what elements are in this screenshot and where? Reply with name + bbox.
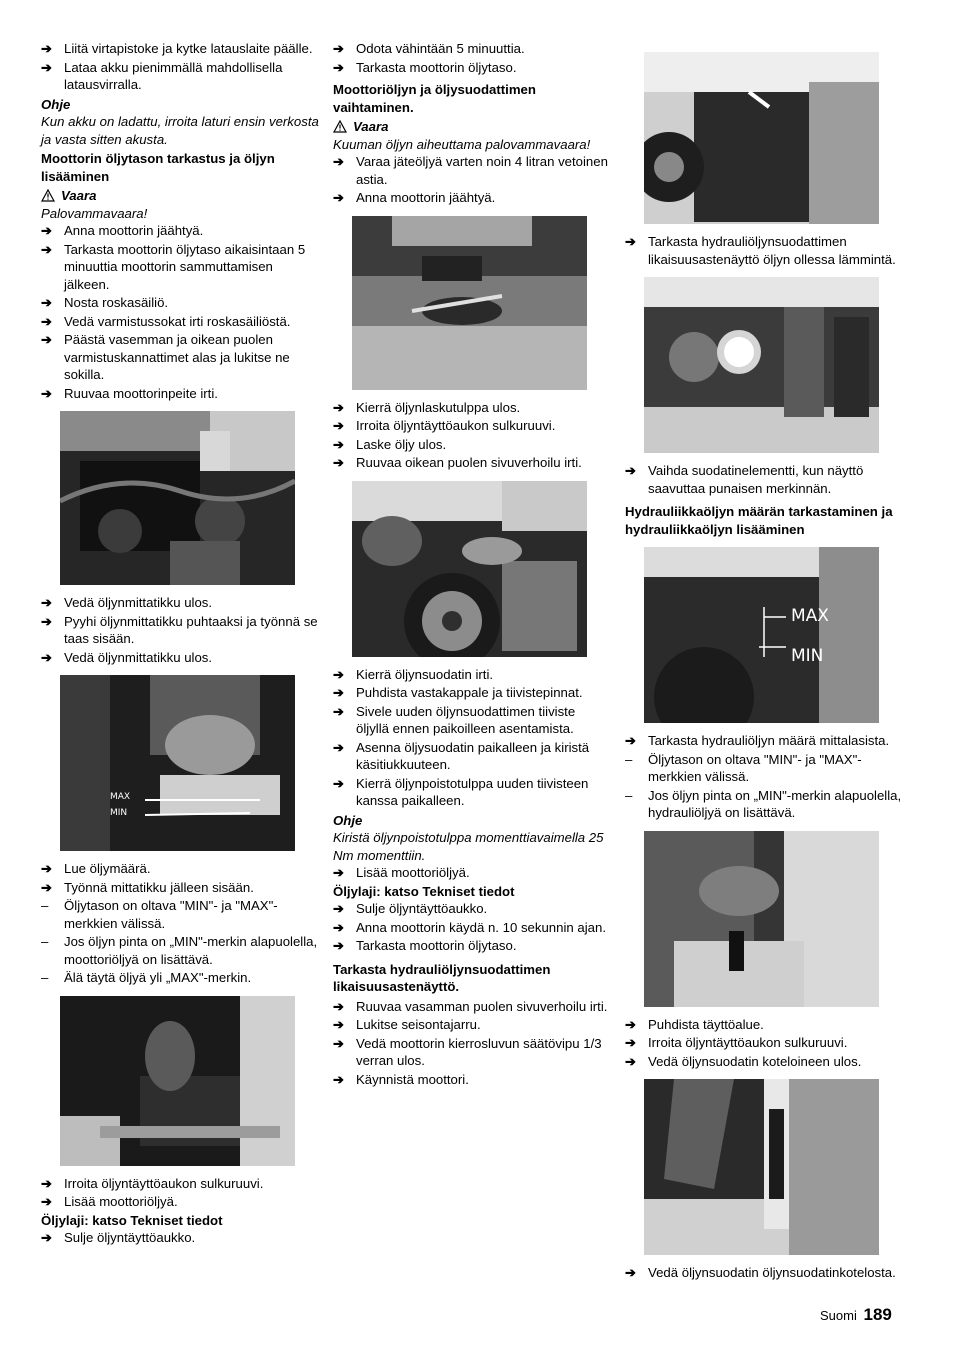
step: ➔ Sulje öljyntäyttöaukko.: [333, 900, 611, 918]
step: ➔ Sulje öljyntäyttöaukko.: [41, 1229, 319, 1247]
warning-heading: [41, 187, 319, 205]
section-heading: Tarkasta hydrauliöljynsuodattimen likaisuusastenäyttö.: [333, 961, 551, 994]
warning-text: Kuuman öljyn aiheuttama palovammavaara!: [333, 136, 591, 152]
step: ➔ Kierrä öljynlaskutulppa ulos.: [333, 399, 611, 417]
step: ➔ Lataa akku pienimmällä mahdollisella latausvirralla.: [41, 59, 319, 94]
info-item: – Älä täytä öljyä yli „MAX"-merkin.: [41, 969, 319, 987]
step: ➔ Laske öljy ulos.: [333, 436, 611, 454]
step: ➔ Vedä varmistussokat irti roskasäiliöstä.: [41, 313, 319, 331]
photo-oil-fill: [60, 996, 295, 1166]
photo-hydraulic-side: [644, 52, 879, 224]
photo-engine-bay: [60, 411, 295, 585]
step: ➔ Vedä öljynsuodatin koteloineen ulos.: [625, 1053, 903, 1071]
note-text: Kun akku on ladattu, irroita laturi ensin verkosta ja vasta sitten akusta.: [41, 114, 319, 147]
step: ➔ Liitä virtapistoke ja kytke latauslaite päälle.: [41, 40, 319, 58]
step: ➔ Lue öljymäärä.: [41, 860, 319, 878]
step: ➔ Odota vähintään 5 minuuttia.: [333, 40, 611, 58]
step: ➔ Lukitse seisontajarru.: [333, 1016, 611, 1034]
section-heading: Moottorin öljytason tarkastus ja öljyn lisääminen: [41, 151, 275, 184]
step: ➔ Tarkasta moottorin öljytaso.: [333, 937, 611, 955]
warning-text: Palovammavaara!: [41, 205, 148, 221]
photo-hydraulic-level: [644, 547, 879, 723]
info-item: – Jos öljyn pinta on „MIN"-merkin alapuolella, moottoriöljyä on lisättävä.: [41, 933, 319, 968]
step: ➔ Pyyhi öljynmittatikku puhtaaksi ja työnnä se taas sisään.: [41, 613, 319, 648]
step: ➔ Käynnistä moottori.: [333, 1071, 611, 1089]
photo-fill-area: [644, 831, 879, 1007]
info-item: – Öljytason on oltava "MIN"- ja "MAX"-merkkien välissä.: [625, 751, 903, 786]
step: ➔ Sivele uuden öljynsuodattimen tiiviste öljyllä ennen paikoilleen asentamista.: [333, 703, 611, 738]
column-3: [625, 52, 903, 1283]
page-footer: [820, 1306, 892, 1325]
hydraulic-max-label: MAX: [791, 606, 829, 626]
hydraulic-min-label: MIN: [791, 646, 824, 666]
page-number: 189: [863, 1305, 892, 1324]
info-item: – Öljytason on oltava "MIN"- ja "MAX"-merkkien välissä.: [41, 897, 319, 932]
photo-filter-gauge: [644, 277, 879, 453]
step: ➔ Päästä vasemman ja oikean puolen varmistuskannattimet alas ja lukitse ne sokilla.: [41, 331, 319, 384]
photo-filter-housing: [644, 1079, 879, 1255]
step: ➔ Kierrä öljynsuodatin irti.: [333, 666, 611, 684]
section-heading: Moottoriöljyn ja öljysuodattimen vaihtaminen.: [333, 82, 536, 115]
step: ➔ Vedä öljynmittatikku ulos.: [41, 594, 319, 612]
step: ➔ Lisää moottoriöljyä.: [333, 864, 611, 882]
step: ➔ Tarkasta hydrauliöljynsuodattimen likaisuusastenäyttö öljyn ollessa lämmintä.: [625, 233, 903, 268]
photo-oil-drain: [352, 216, 587, 390]
step: ➔ Ruuvaa moottorinpeite irti.: [41, 385, 319, 403]
step: ➔ Kierrä öljynpoistotulppa uuden tiivisteen kanssa paikalleen.: [333, 775, 611, 810]
step: ➔ Vedä öljynsuodatin öljynsuodatinkotelosta.: [625, 1264, 903, 1282]
note-text: Kiristä öljynpoistotulppa momenttiavaimella 25 Nm momenttiin.: [333, 830, 604, 863]
step: ➔ Anna moottorin käydä n. 10 sekunnin ajan.: [333, 919, 611, 937]
column-2: [333, 40, 611, 1089]
oil-type-note: Öljylaji: katso Tekniset tiedot: [41, 1212, 223, 1228]
step: ➔ Vaihda suodatinelementti, kun näyttö saavuttaa punaisen merkinnän.: [625, 462, 903, 497]
step: ➔ Asenna öljysuodatin paikalleen ja kiristä käsitiukkuuteen.: [333, 739, 611, 774]
step: ➔ Nosta roskasäiliö.: [41, 294, 319, 312]
photo-dipstick: [60, 675, 295, 851]
info-item: – Jos öljyn pinta on „MIN"-merkin alapuolella, hydrauliöljyä on lisättävä.: [625, 787, 903, 822]
warning-triangle-icon: [41, 189, 55, 202]
warning-label: Vaara: [61, 188, 97, 203]
step: ➔ Puhdista vastakappale ja tiivistepinnat.: [333, 684, 611, 702]
step: ➔ Ruuvaa oikean puolen sivuverhoilu irti.: [333, 454, 611, 472]
step: ➔ Anna moottorin jäähtyä.: [41, 222, 319, 240]
step: ➔ Lisää moottoriöljyä.: [41, 1193, 319, 1211]
step: ➔ Irroita öljyntäyttöaukon sulkuruuvi.: [333, 417, 611, 435]
step: ➔ Vedä öljynmittatikku ulos.: [41, 649, 319, 667]
step: ➔ Tarkasta moottorin öljytaso aikaisintaan 5 minuuttia moottorin sammuttamisen jälkeen.: [41, 241, 319, 294]
step: ➔ Puhdista täyttöalue.: [625, 1016, 903, 1034]
note-heading: Ohje: [333, 812, 363, 828]
column-1: [41, 40, 319, 1248]
dipstick-max-label: MAX: [110, 792, 131, 802]
warning-heading: [333, 118, 611, 136]
section-heading: Hydrauliikkaöljyn määrän tarkastaminen ja hydrauliikkaöljyn lisääminen: [625, 504, 893, 537]
step: ➔ Irroita öljyntäyttöaukon sulkuruuvi.: [41, 1175, 319, 1193]
footer-language: Suomi: [820, 1308, 857, 1323]
step: ➔ Työnnä mittatikku jälleen sisään.: [41, 879, 319, 897]
warning-label: Vaara: [353, 119, 389, 134]
warning-triangle-icon: [333, 120, 347, 133]
step: ➔ Varaa jäteöljyä varten noin 4 litran vetoinen astia.: [333, 153, 611, 188]
dipstick-min-label: MIN: [110, 808, 128, 818]
step: ➔ Ruuvaa vasamman puolen sivuverhoilu irti.: [333, 998, 611, 1016]
photo-oil-filter: [352, 481, 587, 657]
step: ➔ Tarkasta hydrauliöljyn määrä mittalasista.: [625, 732, 903, 750]
step: ➔ Tarkasta moottorin öljytaso.: [333, 59, 611, 77]
note-heading: Ohje: [41, 96, 71, 112]
step: ➔ Irroita öljyntäyttöaukon sulkuruuvi.: [625, 1034, 903, 1052]
oil-type-note: Öljylaji: katso Tekniset tiedot: [333, 883, 515, 899]
step: ➔ Anna moottorin jäähtyä.: [333, 189, 611, 207]
step: ➔ Vedä moottorin kierrosluvun säätövipu 1/3 verran ulos.: [333, 1035, 611, 1070]
